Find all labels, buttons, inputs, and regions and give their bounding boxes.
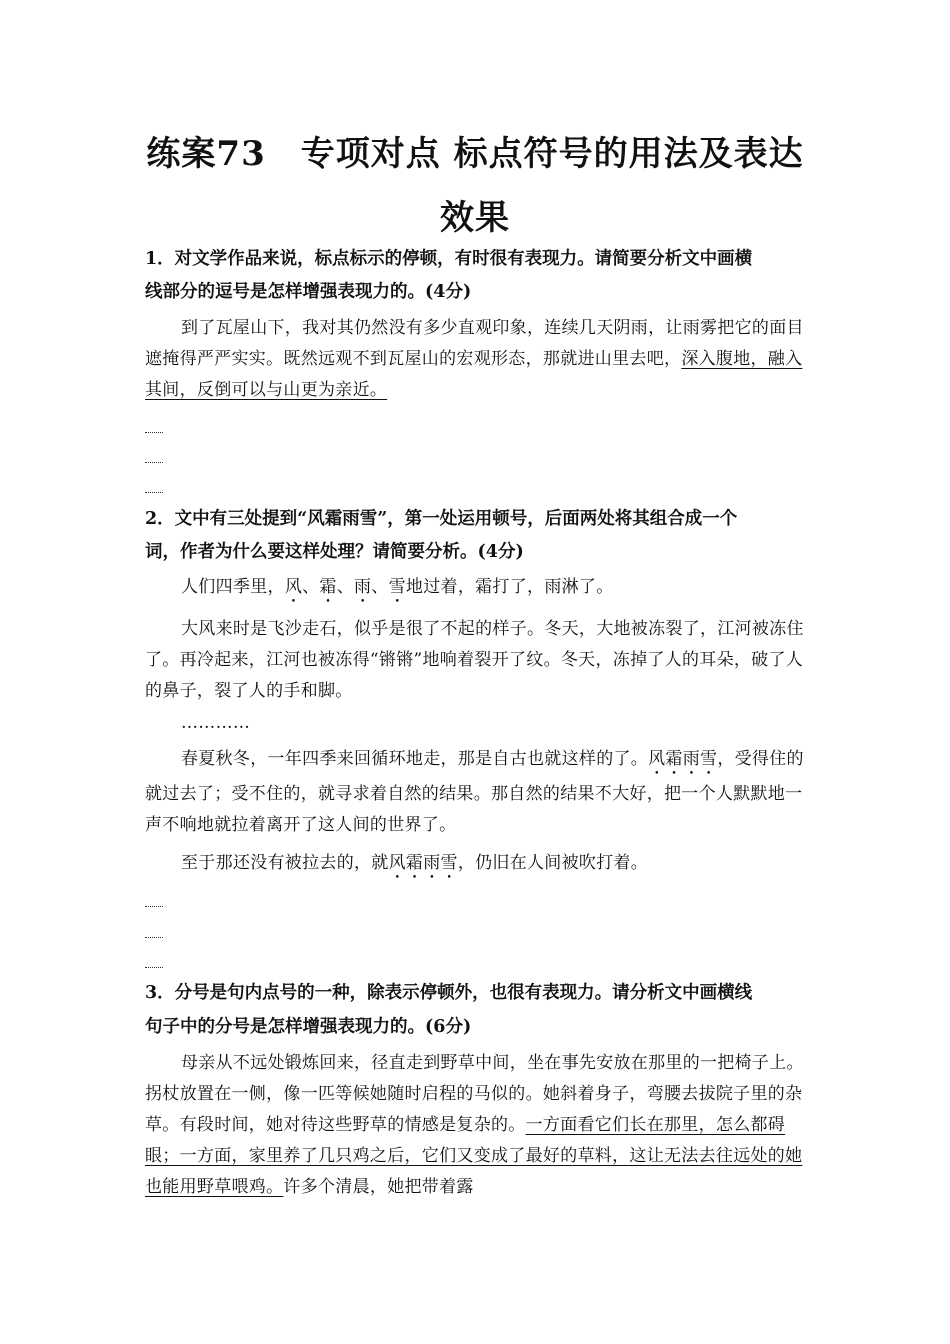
answer-line [145,432,163,433]
question-2-passage-paragraph-3 [145,744,810,841]
question-2-prompt-line-1: 2．文中有三处提到“风霜雨雪”，第一处运用顿号，后面两处将其组合成一个 [145,509,738,529]
question-2-passage-paragraph-4 [145,848,810,883]
page-title-line-1: 练案73 专项对点 标点符号的用法及表达 [146,134,804,174]
emphasized-text: 风霜雨雪 [388,853,458,873]
question-2-ellipsis: ………… [181,713,251,733]
passage-text: 地过着，霜打了，雨淋了。 [405,577,614,597]
question-3-passage-text-continued: 许多个清晨，她把带着露 [283,1177,474,1197]
question-3-passage [145,1048,810,1203]
emphasized-text: 风、霜、雨、雪 [284,577,406,597]
answer-line [145,967,163,968]
question-3-prompt-line-2: 句子中的分号是怎样增强表现力的。(6分) [145,1017,472,1037]
answer-line [145,906,163,907]
question-1-passage-text: 到了瓦屋山下，我对其仍然没有多少直观印象，连续几天阴雨，让雨雾把它的面目遮掩得严严实实。既然远观不到瓦屋山的宏观形态，那就进山里去吧， [145,318,804,369]
answer-line [145,462,163,463]
passage-text: 至于那还没有被拉去的，就 [181,853,389,873]
answer-line [145,937,163,938]
question-1-prompt-line-1: 1．对文学作品来说，标点标示的停顿，有时很有表现力。请简要分析文中画横 [145,249,753,269]
emphasized-text: 风霜雨雪 [648,749,718,769]
passage-text: 春夏秋冬，一年四季来回循环地走，那是自古也就这样的了。 [181,749,649,769]
passage-text: 人们四季里， [181,577,285,597]
answer-line [145,492,163,493]
passage-text: ，受得住的就过去了；受不住的，就寻求着自然的结果。那自然的结果不大好，把一个人默默地一声不响地就拉着离开了这人间的世界了。 [145,749,804,835]
question-3-underlined-text: 一方面看它们长在那里，怎么都碍眼；一方面，家里养了几只鸡之后，它们又变成了最好的草料，这让无法去往远处的她也能用野草喂鸡。 [145,1115,803,1197]
passage-text: ，仍旧在人间被吹打着。 [457,853,649,873]
question-2-prompt-line-2: 词，作者为什么要这样处理？请简要分析。(4分) [145,542,524,562]
question-3-prompt-line-1: 3．分号是句内点号的一种，除表示停顿外，也很有表现力。请分析文中画横线 [145,983,753,1003]
question-1-prompt-line-2: 线部分的逗号是怎样增强表现力的。(4分) [145,282,472,302]
question-1-underlined-text: 深入腹地，融入其间，反倒可以与山更为亲近。 [145,349,803,400]
page-title-line-2: 效果 [440,198,510,238]
question-2-passage-paragraph-1 [145,572,810,607]
question-1-passage [145,313,810,406]
question-3-passage-text: 母亲从不远处锻炼回来，径直走到野草中间，坐在事先安放在那里的一把椅子上。拐杖放置在一侧，像一匹等候她随时启程的马似的。她斜着身子，弯腰去拔院子里的杂草。有段时间，她对待这些野草的情感是复杂的。 [145,1053,804,1135]
question-2-passage-paragraph-2: 大风来时是飞沙走石，似乎是很了不起的样子。冬天，大地被冻裂了，江河被冻住了。再冷起来，江河也被冻得“锵锵”地响着裂开了纹。冬天，冻掉了人的耳朵，破了人的鼻子，裂了人的手和脚。 [145,619,804,701]
